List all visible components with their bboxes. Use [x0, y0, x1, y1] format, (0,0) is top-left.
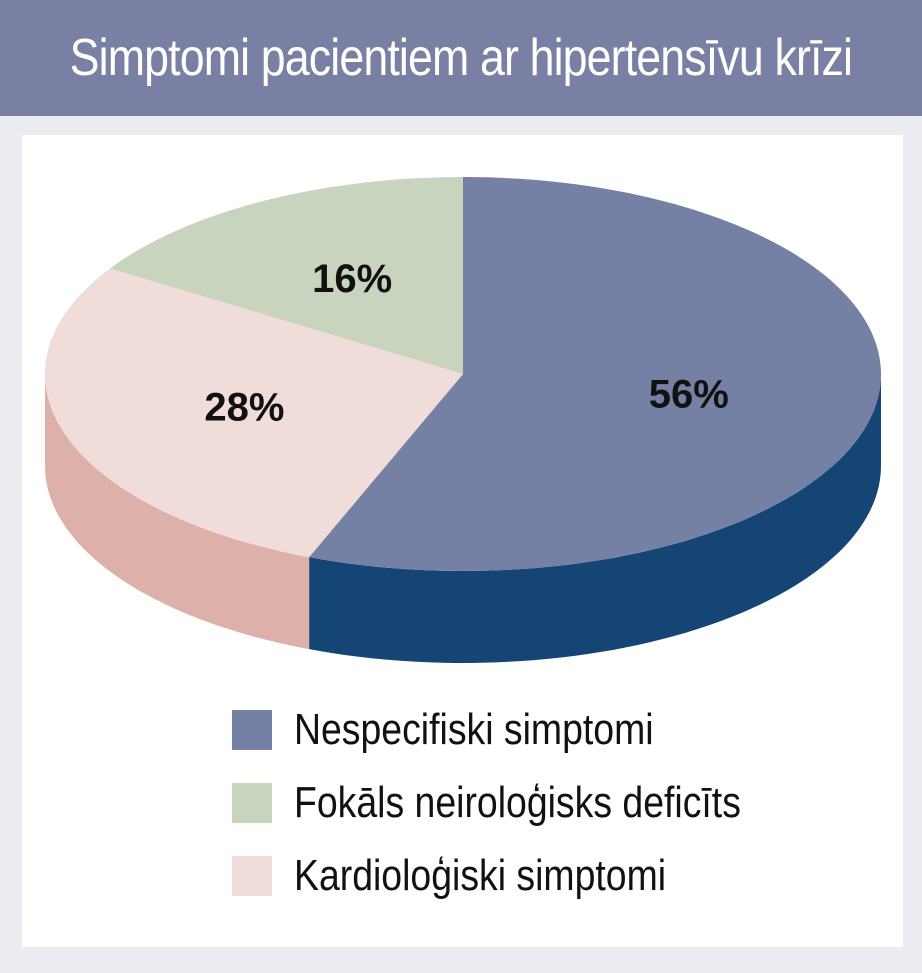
- title-bar: [0, 0, 922, 116]
- legend-swatch-nespecifiski: [232, 710, 272, 750]
- pie-label-fokals-neirologisks-deficits: 16%: [312, 257, 393, 302]
- legend-item-nespecifiski: [232, 705, 717, 755]
- pie-label-nespecifiski-simptomi: 56%: [648, 372, 729, 417]
- legend-label-fokals: Fokāls neiroloģisks deficīts: [294, 778, 741, 827]
- legend-swatch-fokals: [232, 783, 272, 823]
- legend-label-kardiologiski: Kardioloģiski simptomi: [294, 851, 667, 900]
- legend-swatch-kardiologiski: [232, 856, 272, 896]
- legend-label-nespecifiski: Nespecifiski simptomi: [294, 705, 654, 754]
- chart-panel: [22, 135, 903, 947]
- chart-title: Simptomi pacientiem ar hipertensīvu krīzi: [69, 29, 853, 87]
- pie-label-kardiologiski-simptomi: 28%: [204, 385, 285, 430]
- legend-item-kardiologiski: [232, 851, 732, 901]
- legend-item-fokals: [232, 778, 820, 828]
- pie-chart: [22, 135, 903, 695]
